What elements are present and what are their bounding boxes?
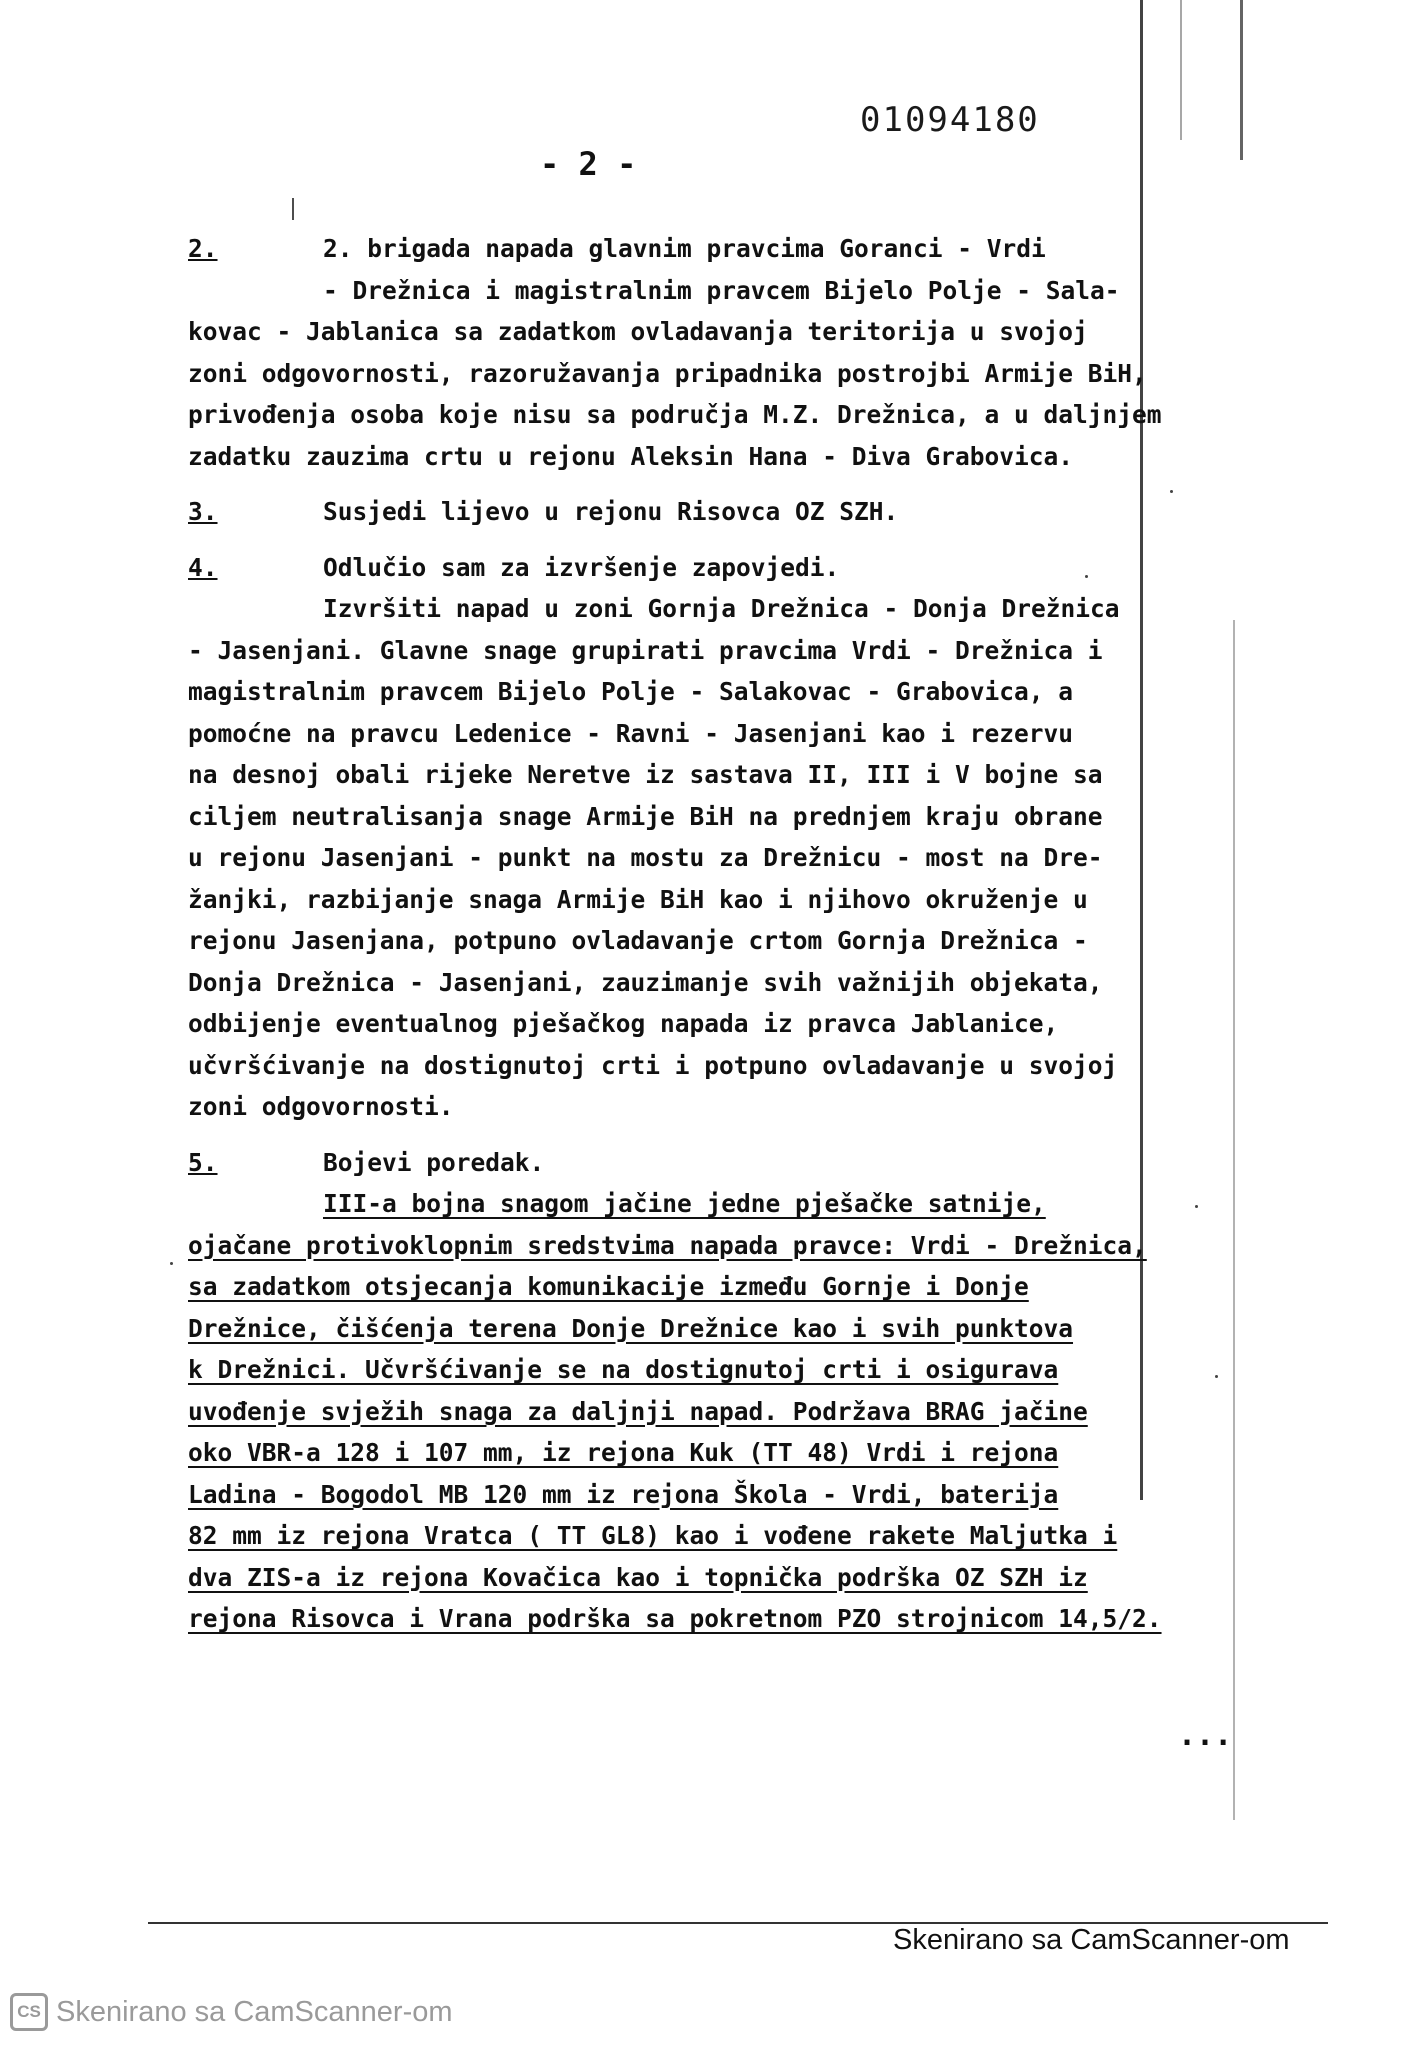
scan-dot: [1085, 575, 1088, 578]
underlined-text-line: uvođenje svježih snaga za daljnji napad. Podržava BRAG jačine: [188, 1396, 1088, 1426]
underlined-text-line: rejona Risovca i Vrana podrška sa pokretnom PZO strojnicom 14,5/2.: [188, 1604, 1162, 1633]
underlined-text-line: Drežnice, čišćenja terena Donje Drežnice kao i svih punktova: [188, 1313, 1074, 1343]
text-line: zadatku zauzima crtu u rejonu Aleksin Hana - Diva Grabovica.: [188, 441, 1074, 471]
scan-margin-line: [1240, 0, 1243, 160]
text-line: - Jasenjani. Glavne snage grupirati pravcima Vrdi - Drežnica i: [188, 635, 1103, 665]
text-line: odbijenje eventualnog pješačkog napada iz pravca Jablanice,: [188, 1009, 1059, 1038]
underlined-text-line: sa zadatkom otsjecanja komunikacije između Gornje i Donje: [188, 1272, 1029, 1301]
text-line: zoni odgovornosti, razoružavanja pripadnika postrojbi Armije BiH,: [188, 358, 1147, 388]
continuation-mark: ...: [1178, 1718, 1233, 1753]
scan-dot: [1170, 490, 1173, 493]
text-line: Bojevi poredak.: [323, 1147, 545, 1177]
text-line: ciljem neutralisanja snage Armije BiH na prednjem kraju obrane: [188, 801, 1103, 831]
underlined-text-line: k Drežnici. Učvršćivanje se na dostignutoj crti i osigurava: [188, 1355, 1059, 1384]
scan-dot: [1215, 1375, 1218, 1378]
text-line: magistralnim pravcem Bijelo Polje - Salakovac - Grabovica, a: [188, 677, 1074, 706]
camscanner-logo-icon: CS: [10, 1993, 48, 2031]
underlined-text-line: ojačane protivoklopnim sredstvima napada pravce: Vrdi - Drežnica,: [188, 1230, 1147, 1260]
underlined-text-line: Ladina - Bogodol MB 120 mm iz rejona Škola - Vrdi, baterija: [188, 1479, 1059, 1509]
text-line: zoni odgovornosti.: [188, 1092, 454, 1121]
document-body: [188, 228, 1278, 1640]
scan-margin-line: [1180, 0, 1182, 140]
text-line: učvršćivanje na dostignutoj crti i potpuno ovladavanje u svojoj: [188, 1050, 1118, 1080]
underlined-text-line: dva ZIS-a iz rejona Kovačica kao i topnička podrška OZ SZH iz: [188, 1562, 1088, 1592]
section-number: 5.: [188, 1147, 218, 1177]
text-line: rejonu Jasenjana, potpuno ovladavanje crtom Gornja Drežnica -: [188, 926, 1088, 955]
text-line: Odlučio sam za izvršenje zapovjedi.: [323, 552, 840, 582]
section-4: [188, 547, 1278, 1128]
section-number: 4.: [188, 552, 218, 582]
underlined-text-line: III-a bojna snagom jačine jedne pješačke satnije,: [323, 1189, 1046, 1218]
text-line: 2. brigada napada glavnim pravcima Goranci - Vrdi: [323, 234, 1046, 263]
text-line: privođenja osoba koje nisu sa područja M.Z. Drežnica, a u daljnjem: [188, 400, 1162, 429]
text-line: na desnoj obali rijeke Neretve iz sastava II, III i V bojne sa: [188, 760, 1103, 789]
section-2: [188, 228, 1278, 477]
text-line: Susjedi lijevo u rejonu Risovca OZ SZH.: [323, 497, 899, 526]
scanner-watermark: Skenirano sa CamScanner-om: [893, 1924, 1290, 1956]
section-3: [188, 491, 1278, 533]
section-number: 3.: [188, 497, 218, 526]
section-number: 2.: [188, 234, 218, 263]
text-line: kovac - Jablanica sa zadatkom ovladavanja teritorija u svojoj: [188, 317, 1088, 346]
text-line: Izvršiti napad u zoni Gornja Drežnica - Donja Drežnica: [323, 594, 1120, 623]
section-5: [188, 1142, 1278, 1640]
scan-margin-line: [292, 198, 294, 220]
underlined-text-line: oko VBR-a 128 i 107 mm, iz rejona Kuk (TT 48) Vrdi i rejona: [188, 1438, 1059, 1467]
text-line: u rejonu Jasenjani - punkt na mostu za Drežnicu - most na Dre-: [188, 843, 1103, 872]
scanner-watermark-bar: [10, 1993, 453, 2031]
document-number: 01094180: [860, 100, 1040, 140]
text-line: Donja Drežnica - Jasenjani, zauzimanje svih važnijih objekata,: [188, 967, 1103, 997]
text-line: - Drežnica i magistralnim pravcem Bijelo Polje - Sala-: [323, 275, 1120, 305]
scan-dot: [1195, 1205, 1198, 1208]
text-line: žanjki, razbijanje snaga Armije BiH kao i njihovo okruženje u: [188, 884, 1088, 914]
text-line: pomoćne na pravcu Ledenice - Ravni - Jasenjani kao i rezervu: [188, 718, 1074, 748]
page-number: - 2 -: [540, 145, 637, 183]
scan-dot: [170, 1262, 173, 1265]
underlined-text-line: 82 mm iz rejona Vratca ( TT GL8) kao i vođene rakete Maljutka i: [188, 1521, 1118, 1550]
scanner-watermark-label: Skenirano sa CamScanner-om: [56, 1995, 453, 2028]
